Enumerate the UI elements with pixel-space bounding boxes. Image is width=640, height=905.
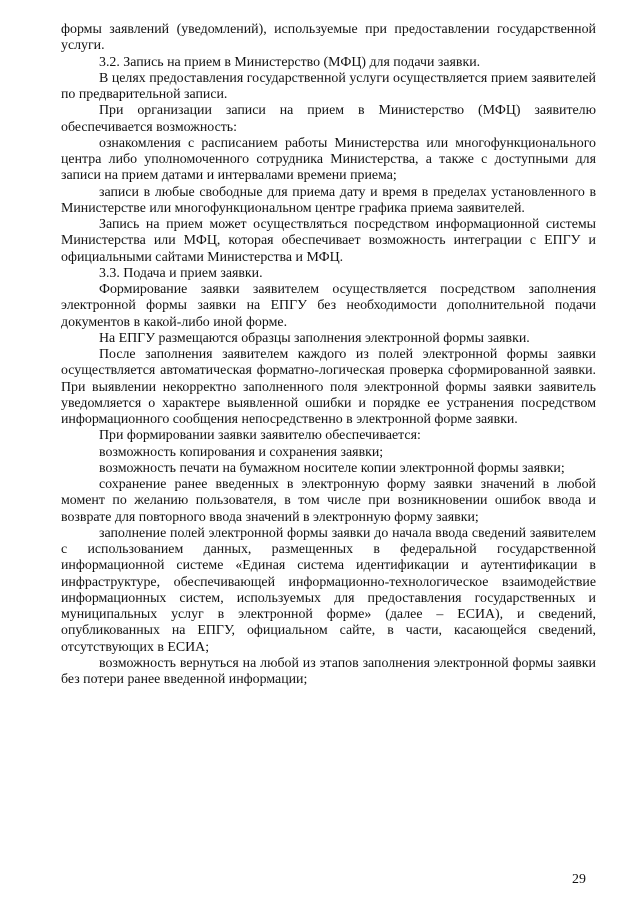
paragraph: При формировании заявки заявителю обеспечивается: xyxy=(99,428,421,444)
paragraph: На ЕПГУ размещаются образцы заполнения электронной формы заявки. xyxy=(99,330,530,346)
page-number: 29 xyxy=(572,872,586,887)
paragraph: Запись на прием может осуществляться посредством информационной системы Министерства или МФЦ, которая обеспечивает возможность интеграции с ЕПГУ и официальными сайтами Министерства и МФЦ. xyxy=(61,217,596,265)
list-paragraph: заполнение полей электронной формы заявки до начала ввода сведений заявителем с использованием данных, размещенных в федеральной государственной информационной системе «Единая система идентификации и аутентификации в инфраструктуре, обеспечивающей информационно-технологическое взаимодействие информационных систем, используемых для предоставления государственных и муниципальных услуг в электронной форме» (далее – ЕСИА), и сведений, опубликованных на ЕПГУ, официальном сайте, в части, касающейся сведений, отсутствующих в ЕСИА; xyxy=(61,525,596,655)
paragraph: В целях предоставления государственной услуги осуществляется прием заявителей по предварительной записи. xyxy=(61,70,596,102)
list-paragraph: возможность копирования и сохранения заявки; xyxy=(99,444,384,460)
list-paragraph: записи в любые свободные для приема дату и время в пределах установленного в Министерстве или многофункциональном центре графика приема заявителей. xyxy=(61,184,596,216)
list-paragraph: возможность печати на бумажном носителе копии электронной формы заявки; xyxy=(99,460,565,476)
list-paragraph: сохранение ранее введенных в электронную форму заявки значений в любой момент по желанию пользователя, в том числе при возникновении ошибок ввода и возврате для повторного ввода значений в электронную форму заявки; xyxy=(61,477,596,525)
section-heading-3-3: 3.3. Подача и прием заявки. xyxy=(99,265,263,281)
paragraph: После заполнения заявителем каждого из полей электронной формы заявки осуществляется автоматическая форматно-логическая проверка сформированной заявки. При выявлении некорректно заполненного поля электронной формы заявки заявитель уведомляется о характере выявленной ошибки и порядке ее устранения посредством информационного сообщения непосредственно в электронной форме заявки. xyxy=(61,347,596,427)
paragraph: Формирование заявки заявителем осуществляется посредством заполнения электронной формы заявки на ЕПГУ без необходимости дополнительной подачи документов в какой-либо иной форме. xyxy=(61,282,596,330)
list-paragraph: возможность вернуться на любой из этапов заполнения электронной формы заявки без потери ранее введенной информации; xyxy=(61,655,596,687)
document-body xyxy=(61,22,596,688)
list-paragraph: ознакомления с расписанием работы Министерства или многофункционального центра либо уполномоченного сотрудника Министерства, а также с доступными для записи на прием датами и интервалами времени приема; xyxy=(61,135,596,184)
paragraph: При организации записи на прием в Министерство (МФЦ) заявителю обеспечивается возможность: xyxy=(61,103,596,135)
section-heading-3-2: 3.2. Запись на прием в Министерство (МФЦ) для подачи заявки. xyxy=(99,54,481,70)
paragraph-continuation: формы заявлений (уведомлений), используемые при предоставлении государственной услуги. xyxy=(61,22,596,54)
